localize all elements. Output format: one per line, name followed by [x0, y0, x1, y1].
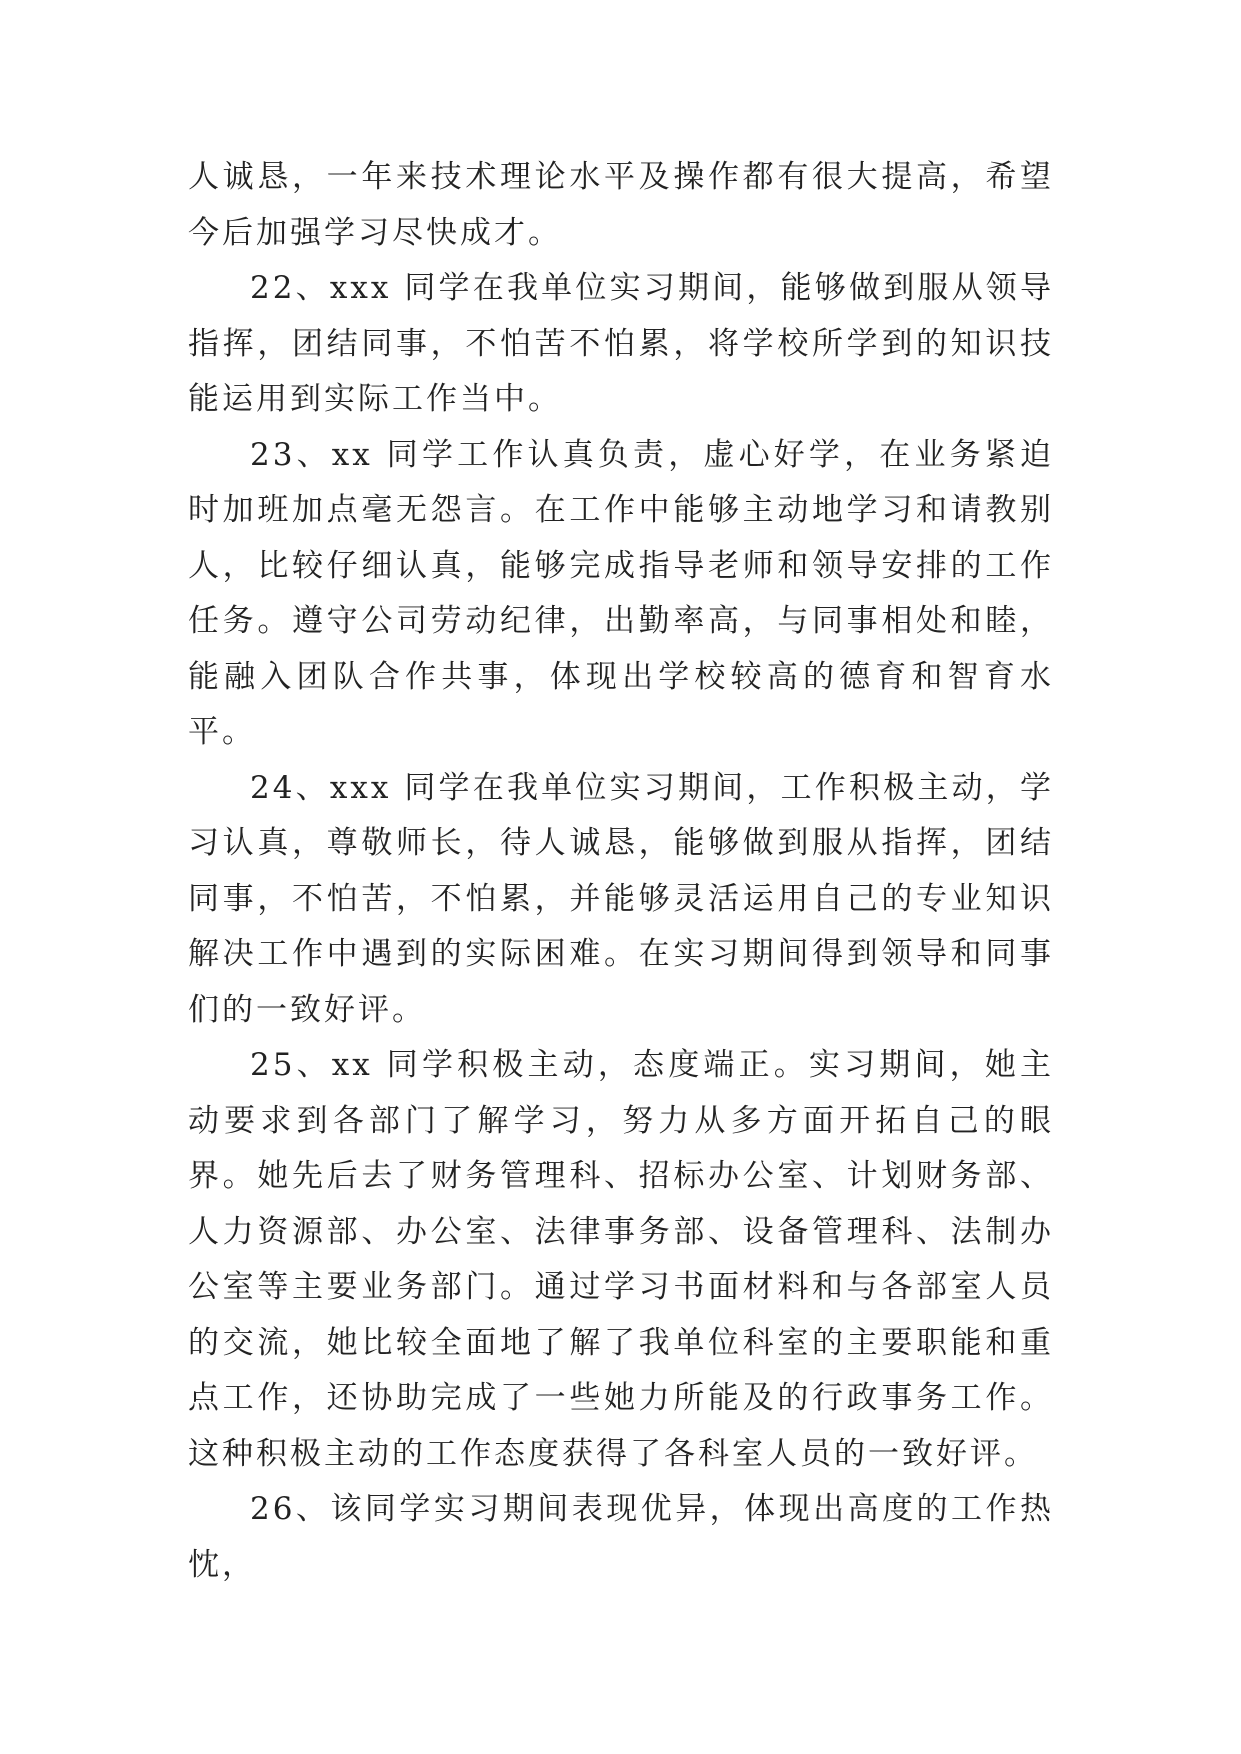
- paragraph-26: 26、该同学实习期间表现优异，体现出高度的工作热忱，: [188, 1491, 1054, 1583]
- body-text: [188, 150, 1054, 1593]
- paragraph-24: 24、xxx 同学在我单位实习期间，工作积极主动，学习认真，尊敬师长，待人诚恳，能够做到服从指挥，团结同事，不怕苦，不怕累，并能够灵活运用自己的专业知识解决工作中遇到的实际困难。在实习期间得到领导和同事们的一致好评。: [188, 769, 1054, 1028]
- paragraph-23: 23、xx 同学工作认真负责，虚心好学，在业务紧迫时加班加点毫无怨言。在工作中能够主动地学习和请教别人，比较仔细认真，能够完成指导老师和领导安排的工作任务。遵守公司劳动纪律，出勤率高，与同事相处和睦，能融入团队合作共事，体现出学校较高的德育和智育水平。: [188, 436, 1054, 750]
- paragraph-22: 22、xxx 同学在我单位实习期间，能够做到服从领导指挥，团结同事，不怕苦不怕累，将学校所学到的知识技能运用到实际工作当中。: [188, 270, 1054, 417]
- paragraph-continuation: 人诚恳，一年来技术理论水平及操作都有很大提高，希望今后加强学习尽快成才。: [188, 159, 1054, 251]
- paragraph-25: 25、xx 同学积极主动，态度端正。实习期间，她主动要求到各部门了解学习，努力从多方面开拓自己的眼界。她先后去了财务管理科、招标办公室、计划财务部、人力资源部、办公室、法律事务部、设备管理科、法制办公室等主要业务部门。通过学习书面材料和与各部室人员的交流，她比较全面地了解了我单位科室的主要职能和重点工作，还协助完成了一些她力所能及的行政事务工作。这种积极主动的工作态度获得了各科室人员的一致好评。: [188, 1047, 1054, 1472]
